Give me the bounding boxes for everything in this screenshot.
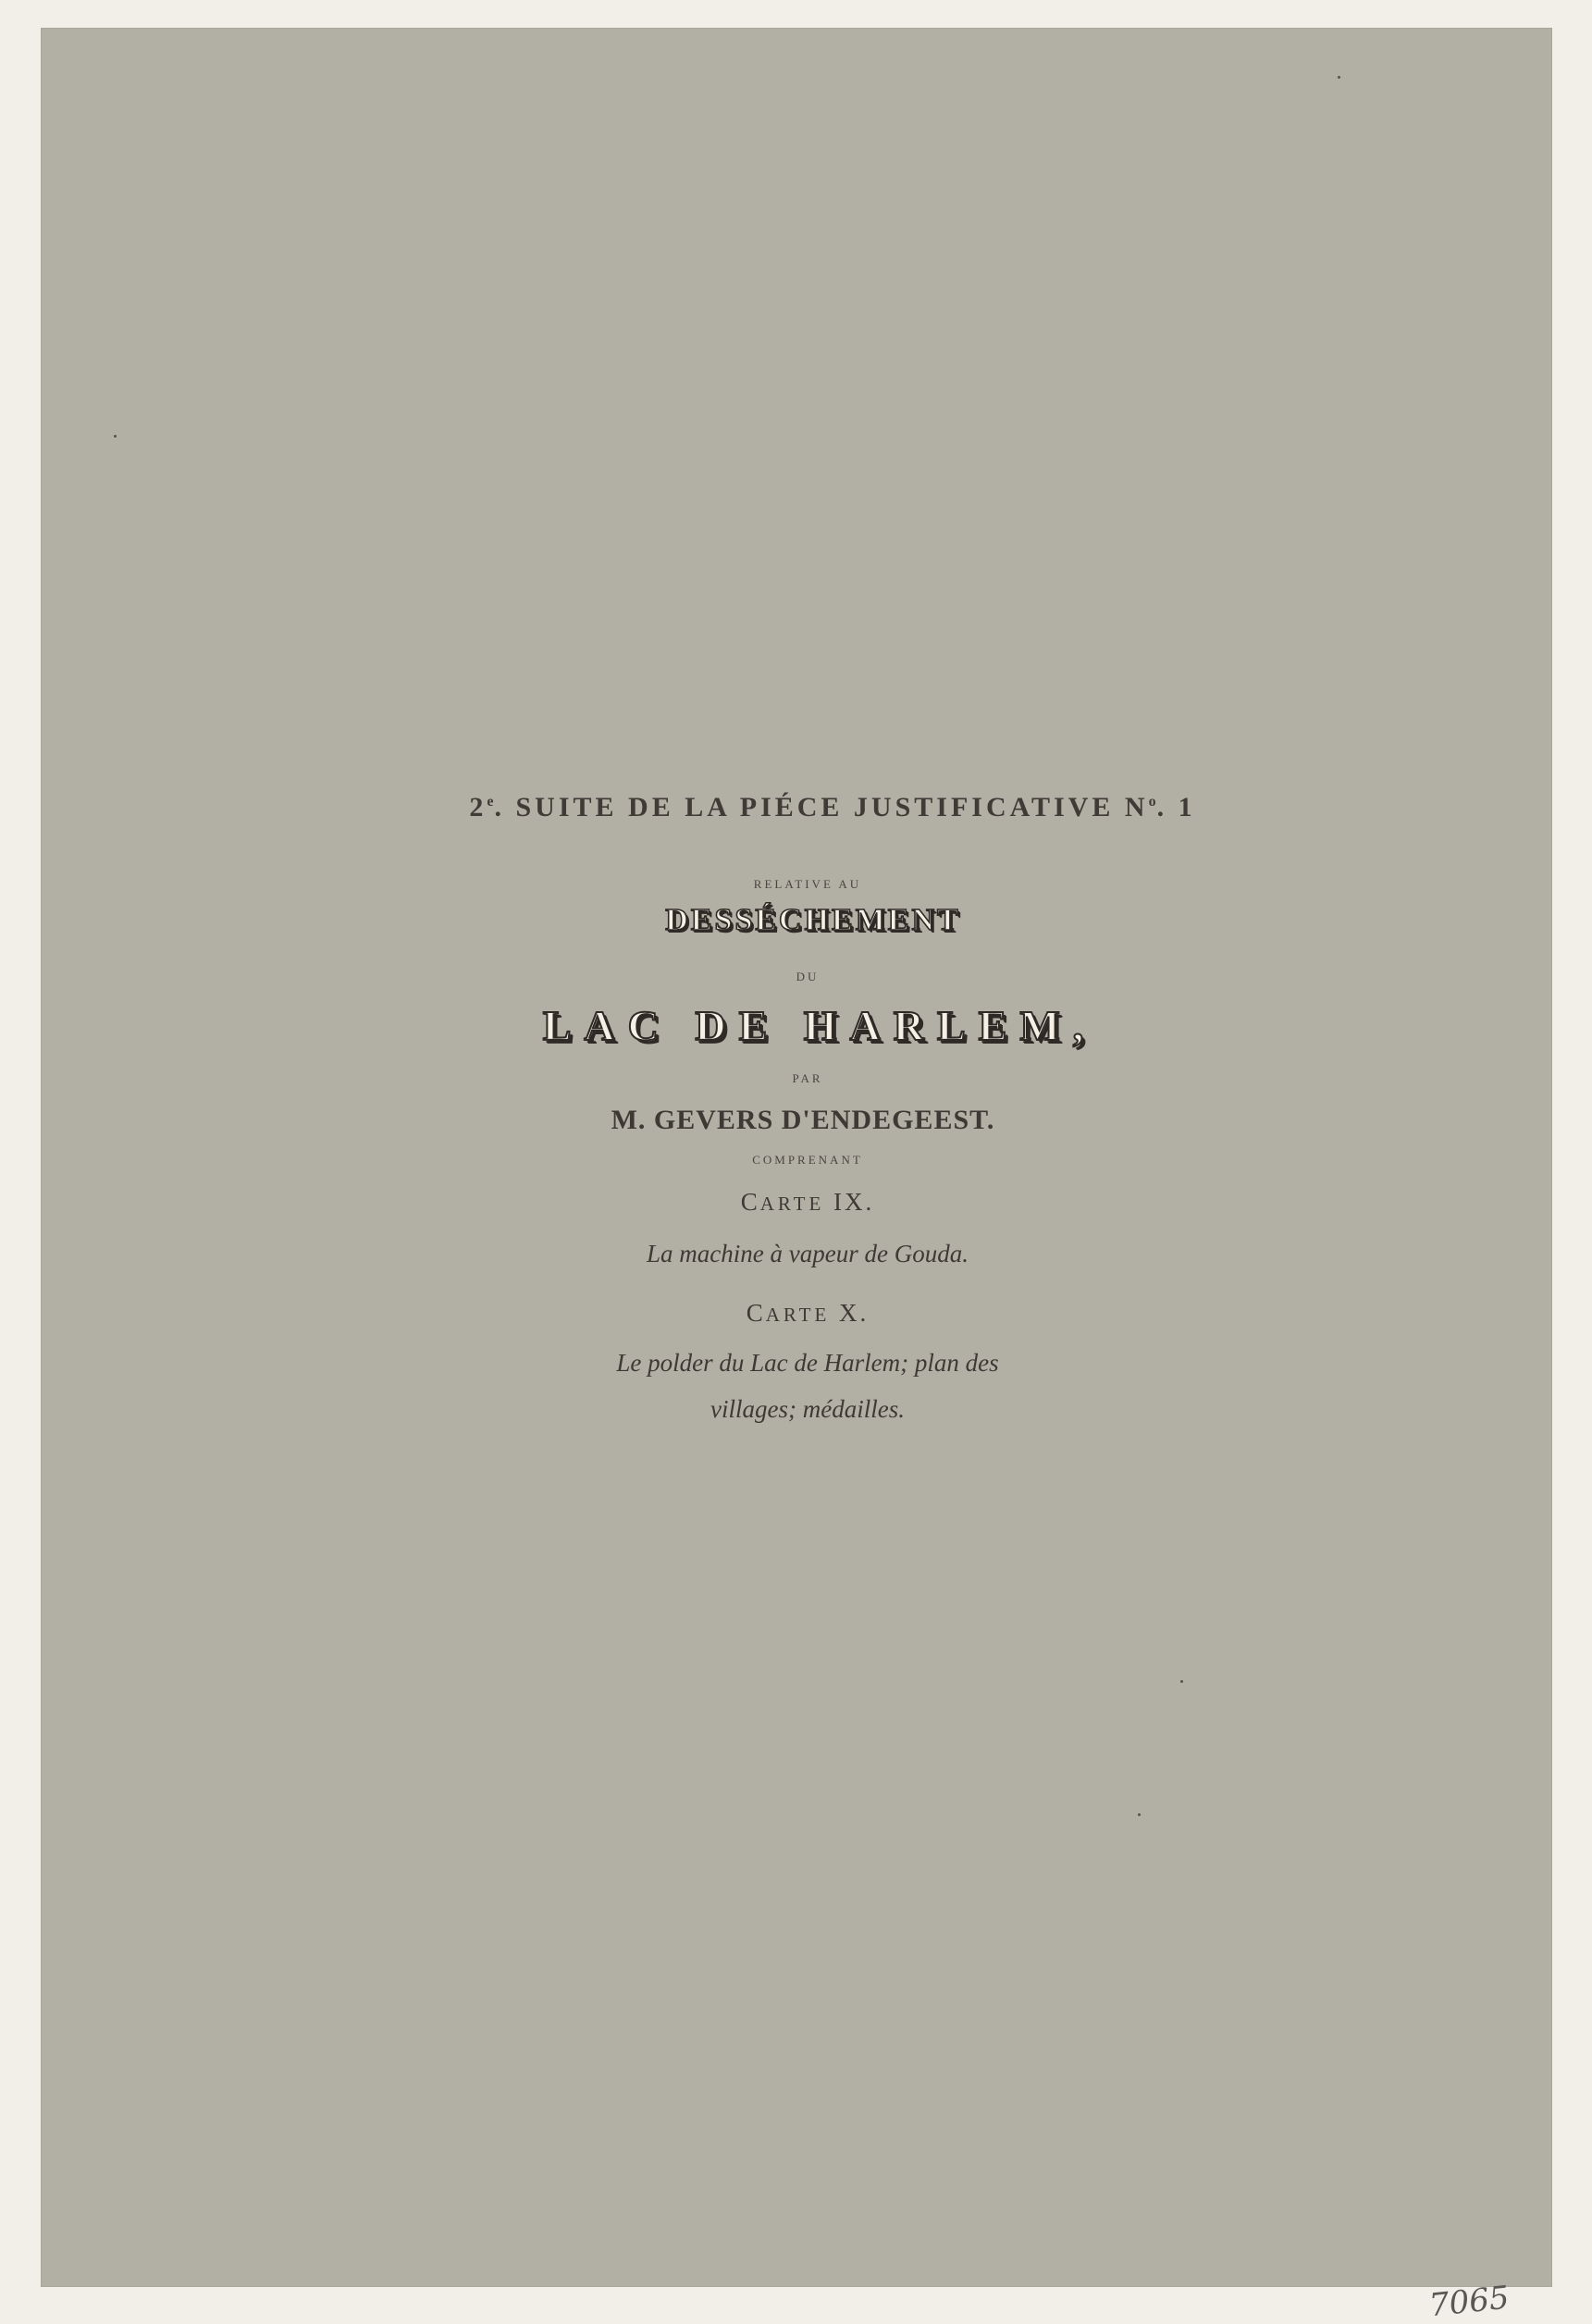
paper-speck: [1338, 76, 1340, 79]
carte-ix-initial: C: [740, 1188, 760, 1216]
carte-x-heading: [52, 1299, 1563, 1328]
paper-speck: [114, 435, 117, 438]
title-ordinal: 2: [469, 792, 487, 822]
author-name: M. GEVERS D'ENDEGEEST.: [611, 1105, 995, 1135]
title-line-suite: [77, 792, 1588, 823]
title-ordinal-sup: e: [487, 794, 495, 810]
paper-speck: [1138, 1813, 1141, 1816]
relative-au-text: RELATIVE AU: [753, 877, 862, 891]
paper-speck: [1180, 1680, 1183, 1683]
title-number-sup: o: [1148, 794, 1157, 810]
handwritten-number: 7065: [1427, 2279, 1512, 2324]
dessechement-heading: DESSÉCHEMENT: [665, 903, 961, 937]
carte-x-word: ARTE: [765, 1304, 831, 1326]
carte-ix-numeral: IX.: [824, 1188, 875, 1216]
title-suite-text: . SUITE DE LA PIÉCE JUSTIFICATIVE N: [494, 792, 1149, 822]
comprenant-text: COMPRENANT: [752, 1153, 863, 1167]
carte-ix-word: ARTE: [759, 1193, 825, 1215]
paper-sheet: [41, 28, 1552, 2287]
carte-ix-description: La machine à vapeur de Gouda.: [647, 1240, 969, 1267]
carte-ix-heading: [52, 1188, 1563, 1217]
carte-x-description-line2: villages; médailles.: [710, 1395, 905, 1423]
title-number: . 1: [1156, 792, 1196, 822]
carte-x-numeral: X.: [830, 1299, 870, 1327]
par-text: PAR: [792, 1071, 823, 1085]
lac-de-harlem-heading: LAC DE HARLEM,: [542, 1002, 1097, 1049]
carte-x-description-line1: Le polder du Lac de Harlem; plan des: [616, 1349, 999, 1377]
carte-x-initial: C: [746, 1299, 766, 1327]
du-text: DU: [796, 970, 820, 983]
